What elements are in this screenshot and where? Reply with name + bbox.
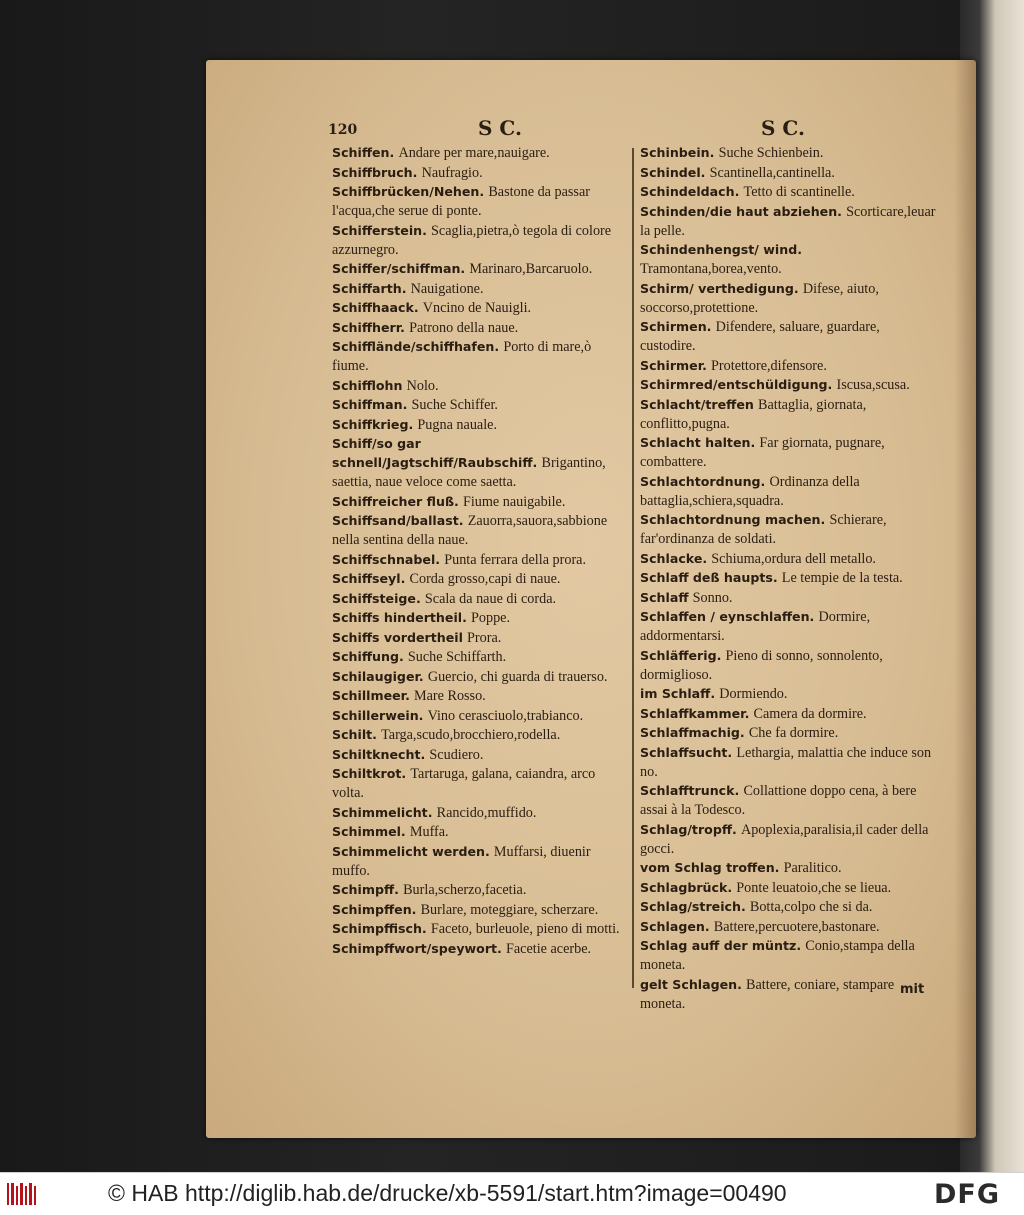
german-headword: Schiffhaack. xyxy=(332,300,419,315)
italian-translation: Schiuma,ordura dell metallo. xyxy=(711,550,876,567)
german-headword: Schirm/ verthedigung. xyxy=(640,280,799,296)
italian-translation: Scorticare,leuar la pelle. xyxy=(640,203,936,239)
viewer-footer xyxy=(0,1172,1024,1215)
german-headword: Schinbein. xyxy=(640,145,715,160)
italian-translation: Nauigatione. xyxy=(410,280,484,297)
copyright-link[interactable]: © HAB http://diglib.hab.de/drucke/xb-5591/start.htm?image=00490 xyxy=(108,1180,787,1206)
italian-translation: Tetto di scantinelle. xyxy=(743,184,855,200)
german-headword: Schlaffkammer. xyxy=(640,705,750,721)
italian-translation: Collattione doppo cena, à bere assai à la Todesco. xyxy=(640,783,917,818)
dictionary-entry xyxy=(640,724,936,743)
italian-translation: Bastone da passar l'acqua,che serue di ponte. xyxy=(332,184,590,219)
german-headword: Schlaff xyxy=(640,589,689,605)
italian-translation: Faceto, burleuole, pieno di motti. xyxy=(430,921,620,937)
dictionary-entry xyxy=(332,804,626,823)
german-headword: Schiffer/schiffman. xyxy=(332,261,466,276)
dictionary-entry xyxy=(640,976,936,1014)
german-headword: Schiffbrücken/Nehen. xyxy=(332,184,485,199)
german-headword: Schiffs vordertheil xyxy=(332,629,463,645)
german-headword: Schiltknecht. xyxy=(332,746,426,762)
german-headword: Schiffseyl. xyxy=(332,571,406,586)
hab-barcode-logo-icon xyxy=(6,1181,38,1207)
german-headword: Schiffarth. xyxy=(332,280,407,296)
dictionary-entry xyxy=(640,898,936,917)
italian-translation: Vncino de Nauigli. xyxy=(422,300,532,316)
italian-translation: Suche Schiffarth. xyxy=(407,649,507,665)
page-number: 120 xyxy=(328,122,358,138)
dictionary-entry xyxy=(640,396,936,434)
german-headword: Schilaugiger. xyxy=(332,668,424,684)
dictionary-entry xyxy=(640,608,936,646)
german-headword: Schlachtordnung. xyxy=(640,473,766,489)
italian-translation: Corda grosso,capi di naue. xyxy=(409,571,561,587)
dictionary-entry xyxy=(332,260,626,279)
italian-translation: Poppe. xyxy=(471,610,511,626)
italian-translation: Camera da dormire. xyxy=(753,705,867,722)
italian-translation: Suche Schienbein. xyxy=(718,145,824,161)
german-headword: Schiffs hindertheil. xyxy=(332,610,467,625)
dictionary-entry xyxy=(332,570,626,589)
dictionary-entry xyxy=(640,647,936,685)
italian-translation: Sonno. xyxy=(692,589,733,606)
dictionary-entry xyxy=(332,707,626,726)
dictionary-entry xyxy=(640,144,936,163)
italian-translation: Muffarsi, diuenir muffo. xyxy=(332,843,591,879)
italian-translation: Tramontana,borea,vento. xyxy=(640,261,782,277)
italian-translation: Iscusa,scusa. xyxy=(836,377,910,393)
german-headword: Schillerwein. xyxy=(332,707,424,723)
dictionary-entry xyxy=(640,203,936,241)
left-column xyxy=(332,144,626,959)
italian-translation: Andare per mare,nauigare. xyxy=(398,145,550,161)
italian-translation: Naufragio. xyxy=(421,164,483,181)
italian-translation: Dormire, addormentarsi. xyxy=(640,609,871,644)
dictionary-entry xyxy=(332,823,626,842)
german-headword: Schlaffmachig. xyxy=(640,725,745,740)
italian-translation: Lethargia, malattia che induce son no. xyxy=(640,744,932,780)
dictionary-entry xyxy=(332,551,626,570)
german-headword: Schlagbrück. xyxy=(640,879,733,895)
german-headword: Schimmelicht werden. xyxy=(332,843,490,859)
german-headword: Schiffbruch. xyxy=(332,164,418,180)
book-page xyxy=(206,60,976,1138)
dictionary-entry xyxy=(332,183,626,221)
dictionary-entry xyxy=(332,940,626,959)
italian-translation: Battere, coniare, stampare moneta. xyxy=(640,976,895,1012)
dictionary-entry xyxy=(332,435,626,492)
dictionary-entry xyxy=(640,685,936,704)
dictionary-entry xyxy=(640,511,936,549)
german-headword: Schilt. xyxy=(332,727,377,742)
catchword: mit xyxy=(900,982,925,997)
italian-translation: Ordinanza della battaglia,schiera,squadra. xyxy=(640,473,860,509)
italian-translation: Difese, aiuto, soccorso,protettione. xyxy=(640,280,879,316)
dictionary-entry xyxy=(332,629,626,648)
dictionary-entry xyxy=(640,376,936,395)
dictionary-entry xyxy=(332,668,626,687)
german-headword: Schlacht/treffen xyxy=(640,396,754,412)
german-headword: Schifflohn xyxy=(332,377,403,393)
dictionary-entry xyxy=(332,648,626,667)
italian-translation: Punta ferrara della prora. xyxy=(444,551,587,568)
dictionary-entry xyxy=(332,164,626,183)
column-divider xyxy=(632,148,634,988)
italian-translation: Botta,colpo che si da. xyxy=(749,899,873,915)
dictionary-entry xyxy=(640,183,936,202)
german-headword: Schillmeer. xyxy=(332,688,410,703)
dictionary-entry xyxy=(332,609,626,628)
german-headword: Schindeldach. xyxy=(640,184,740,199)
german-headword: Schiffung. xyxy=(332,649,404,664)
german-headword: Schlaff deß haupts. xyxy=(640,570,778,585)
italian-translation: Targa,scudo,brocchiero,rodella. xyxy=(381,727,561,743)
dictionary-entry xyxy=(640,318,936,356)
german-headword: Schläfferig. xyxy=(640,647,722,663)
german-headword: Schlag/tropff. xyxy=(640,821,737,837)
german-headword: Schifflände/schiffhafen. xyxy=(332,339,500,354)
italian-translation: Marinaro,Barcaruolo. xyxy=(469,261,593,277)
italian-translation: Pieno di sonno, sonnolento, dormiglioso. xyxy=(640,647,883,683)
italian-translation: Battaglia, giornata, conflitto,pugna. xyxy=(640,396,867,432)
dictionary-entry xyxy=(640,782,936,820)
german-headword: Schiffreicher fluß. xyxy=(332,493,459,509)
page-shadow xyxy=(954,60,976,1138)
dictionary-entry xyxy=(332,377,626,396)
dfg-logo: DFG xyxy=(934,1179,1001,1210)
german-headword: Schlaffsucht. xyxy=(640,744,733,760)
german-headword: Schlachtordnung machen. xyxy=(640,512,826,527)
italian-translation: Porto di mare,ò fiume. xyxy=(332,339,592,374)
dictionary-entry xyxy=(640,859,936,878)
italian-translation: Far giornata, pugnare, combattere. xyxy=(640,435,885,470)
german-headword: Schindel. xyxy=(640,164,706,180)
german-headword: Schindenhengst/ wind. xyxy=(640,242,803,257)
german-headword: Schinden/die haut abziehen. xyxy=(640,203,842,219)
german-headword: Schiffschnabel. xyxy=(332,551,441,567)
dictionary-entry xyxy=(640,705,936,724)
italian-translation: Mare Rosso. xyxy=(414,688,486,704)
dictionary-entry xyxy=(332,726,626,745)
italian-translation: Nolo. xyxy=(406,377,439,394)
dictionary-entry xyxy=(640,357,936,376)
german-headword: Schiffman. xyxy=(332,397,408,412)
german-headword: Schlag/streich. xyxy=(640,899,746,914)
german-headword: Schlacke. xyxy=(640,550,708,566)
german-headword: Schimpffisch. xyxy=(332,921,427,936)
dictionary-entry xyxy=(332,746,626,765)
german-headword: Schiffsteige. xyxy=(332,590,421,606)
italian-translation: Vino cerasciuolo,trabianco. xyxy=(427,707,584,724)
german-headword: Schirmer. xyxy=(640,357,707,373)
dictionary-entry xyxy=(332,512,626,550)
german-headword: Schlafftrunck. xyxy=(640,783,740,798)
italian-translation: Patrono della naue. xyxy=(409,319,519,336)
italian-translation: Scantinella,cantinella. xyxy=(709,164,835,181)
italian-translation: Scaglia,pietra,ò tegola di colore azzurnegro. xyxy=(332,222,612,258)
german-headword: Schlag auff der müntz. xyxy=(640,938,802,953)
italian-translation: Che fa dormire. xyxy=(748,725,839,741)
italian-translation: Rancido,muffido. xyxy=(436,804,537,821)
italian-translation: Schierare, far'ordinanza de soldati. xyxy=(640,512,887,547)
dictionary-entry xyxy=(332,881,626,900)
italian-translation: Suche Schiffer. xyxy=(411,397,498,413)
italian-translation: Pugna nauale. xyxy=(417,416,497,433)
italian-translation: Fiume nauigabile. xyxy=(462,493,566,510)
dictionary-entry xyxy=(640,821,936,859)
dictionary-entry xyxy=(332,396,626,415)
german-headword: Schiffherr. xyxy=(332,319,405,335)
german-headword: Schlacht halten. xyxy=(640,435,756,450)
german-headword: Schiffen. xyxy=(332,145,395,160)
running-head-right: S C. xyxy=(761,116,805,140)
german-headword: Schirmred/entschüldigung. xyxy=(640,377,833,392)
italian-translation: Scala da naue di corda. xyxy=(424,590,557,607)
italian-translation: Paralitico. xyxy=(783,860,842,876)
german-headword: Schlaffen / eynschlaffen. xyxy=(640,609,815,624)
italian-translation: Guercio, chi guarda di trauerso. xyxy=(427,668,608,685)
italian-translation: Muffa. xyxy=(409,824,449,840)
italian-translation: Protettore,difensore. xyxy=(711,357,827,374)
dictionary-entry xyxy=(332,416,626,435)
german-headword: Schiltkrot. xyxy=(332,766,407,781)
dictionary-entry xyxy=(640,473,936,511)
italian-translation: Ponte leuatoio,che se lieua. xyxy=(736,879,892,896)
dictionary-entry xyxy=(332,843,626,881)
dictionary-entry xyxy=(332,319,626,338)
italian-translation: Brigantino, saettia, naue veloce come saetta. xyxy=(332,455,606,490)
dictionary-entry xyxy=(640,434,936,472)
italian-translation: Burlare, moteggiare, scherzare. xyxy=(420,901,599,918)
running-head-left: S C. xyxy=(478,116,522,140)
right-column xyxy=(640,144,936,1014)
italian-translation: Conio,stampa della moneta. xyxy=(640,938,915,973)
german-headword: Schirmen. xyxy=(640,319,712,334)
dictionary-entry xyxy=(640,589,936,608)
german-headword: Schifferstein. xyxy=(332,222,427,238)
dictionary-entry xyxy=(332,144,626,163)
dictionary-entry xyxy=(332,687,626,706)
dictionary-entry xyxy=(332,765,626,803)
dictionary-entry xyxy=(332,590,626,609)
dictionary-entry xyxy=(640,280,936,318)
dictionary-entry xyxy=(332,280,626,299)
dictionary-entry xyxy=(640,937,936,975)
italian-translation: Apoplexia,paralisia,il cader della gocci. xyxy=(640,821,929,857)
dictionary-entry xyxy=(640,918,936,937)
italian-translation: Scudiero. xyxy=(429,746,484,763)
german-headword: Schimpffen. xyxy=(332,901,417,917)
german-headword: Schiffkrieg. xyxy=(332,416,414,432)
italian-translation: Prora. xyxy=(467,629,502,646)
german-headword: Schimpff. xyxy=(332,882,399,897)
german-headword: Schimmelicht. xyxy=(332,804,433,820)
italian-translation: Burla,scherzo,facetia. xyxy=(403,882,527,898)
dictionary-entry xyxy=(332,901,626,920)
german-headword: Schlagen. xyxy=(640,918,710,934)
german-headword: vom Schlag troffen. xyxy=(640,860,780,875)
italian-translation: Battere,percuotere,bastonare. xyxy=(713,918,880,935)
italian-translation: Le tempie de la testa. xyxy=(781,570,903,586)
dictionary-entry xyxy=(332,493,626,512)
dictionary-entry xyxy=(640,569,936,588)
dictionary-entry xyxy=(640,879,936,898)
dictionary-entry xyxy=(332,920,626,939)
italian-translation: Facetie acerbe. xyxy=(505,940,592,957)
italian-translation: Dormiendo. xyxy=(719,686,788,702)
dictionary-entry xyxy=(640,550,936,569)
dictionary-entry xyxy=(332,299,626,318)
german-headword: Schiff/so gar schnell/Jagtschiff/Raubschiff. xyxy=(332,436,538,470)
german-headword: Schimmel. xyxy=(332,824,406,839)
german-headword: gelt Schlagen. xyxy=(640,976,742,992)
dictionary-entry xyxy=(640,241,936,279)
dictionary-entry xyxy=(640,744,936,782)
german-headword: Schiffsand/ballast. xyxy=(332,513,464,528)
italian-translation: Tartaruga, galana, caiandra, arco volta. xyxy=(332,766,596,801)
italian-translation: Difendere, saluare, guardare, custodire. xyxy=(640,319,880,354)
dictionary-entry xyxy=(640,164,936,183)
german-headword: Schimpffwort/speywort. xyxy=(332,940,502,956)
german-headword: im Schlaff. xyxy=(640,686,716,701)
dictionary-entry xyxy=(332,338,626,376)
italian-translation: Zauorra,sauora,sabbione nella sentina della naue. xyxy=(332,513,608,548)
dictionary-entry xyxy=(332,222,626,260)
